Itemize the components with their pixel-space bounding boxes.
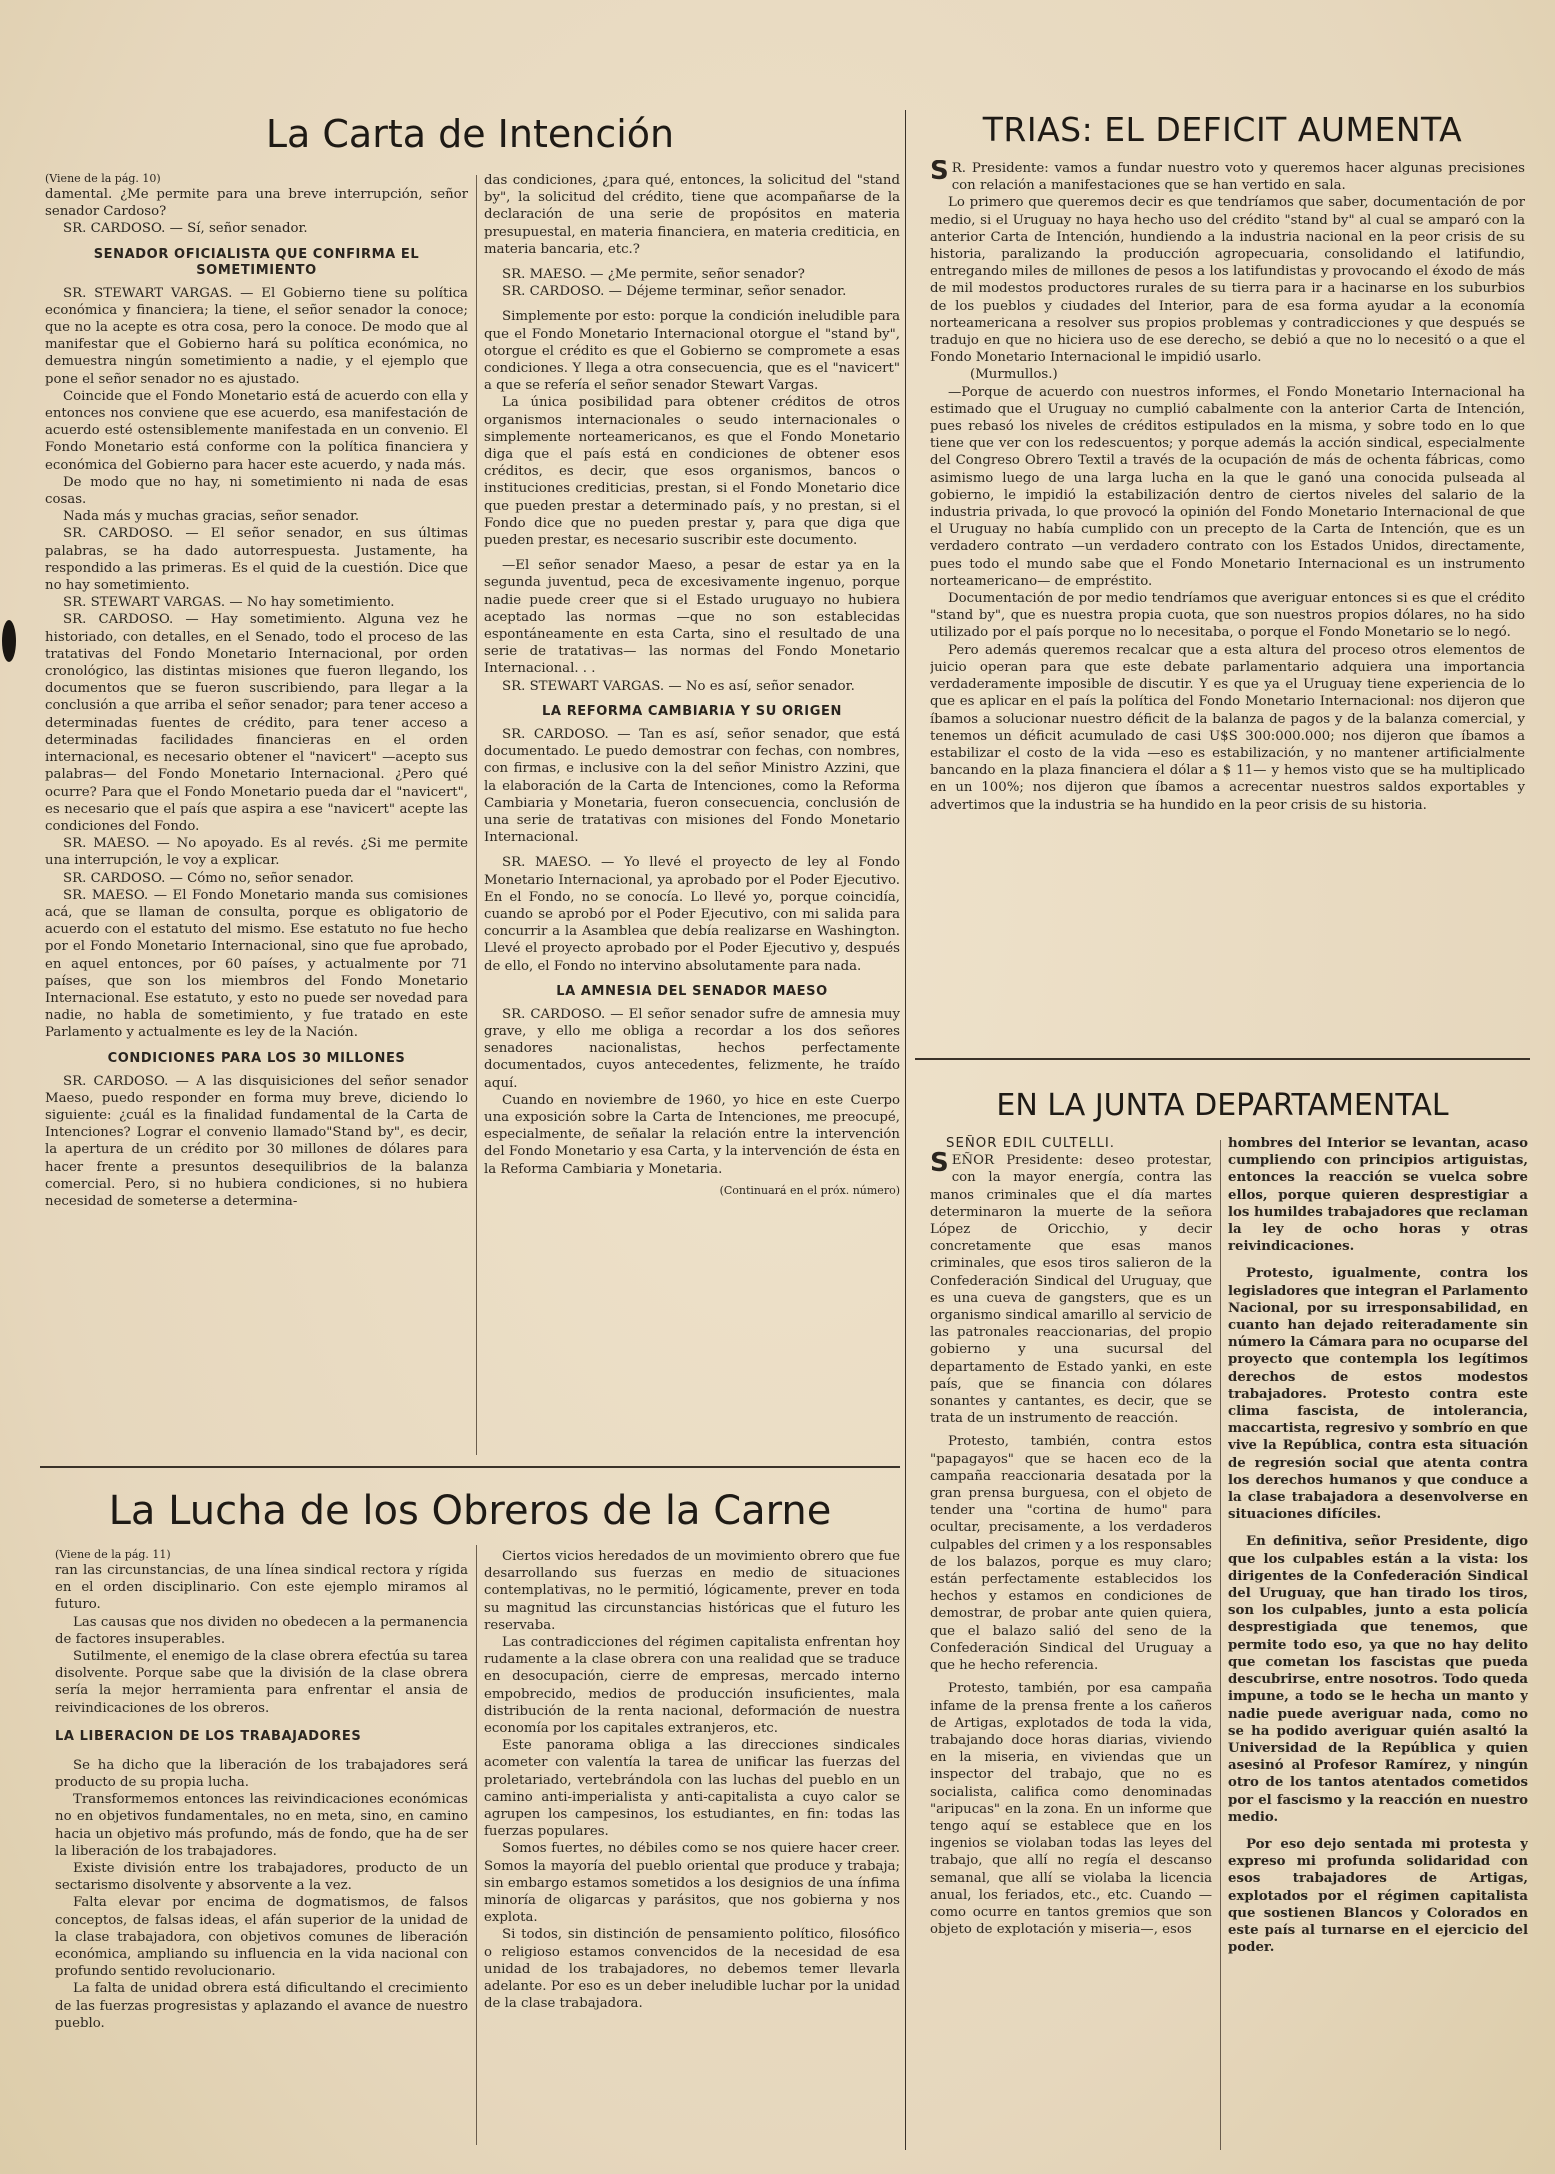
headline-junta-departamental: EN LA JUNTA DEPARTAMENTAL	[996, 1088, 1449, 1123]
paragraph: Ciertos vicios heredados de un movimiento obrero que fue desarrollando sus fuerzas en medio de situaciones contemplativas, no le permitió, lógicamente, prever en toda su magnitud las circunstancias históricas que el futuro les reservaba.	[484, 1549, 900, 1633]
paragraph: Lo primero que queremos decir es que tendríamos que saber, documentación de por medio, si el Uruguay no haya hecho uso del crédito "stand by" al cual se amparó con la anterior Carta de Intención, hundiendo a la industria nacional en la peor crisis de su historia, paralizando la producción agropecuaria, consolidando el latifundio, entregando miles de millones de pesos a los latifundistas y provocando el éxodo de más de mil modestos productores rurales de su tierra para ir a hacinarse en los suburbios de los pueblos y ciudades del Interior, para de esa forma ayudar a la economía norteamericana a resolver sus propios problemas y contradicciones y que después se tradujo en que no hiciera uso de ese derecho, se debió a que no lo necesitó o a que el Fondo Monetario Internacional le impidió usarlo.	[930, 195, 1525, 366]
paragraph: La falta de unidad obrera está dificultando el crecimiento de las fuerzas progresistas y aplazando el avance de nuestro pueblo.	[55, 1981, 468, 2031]
article-junta-column-1	[930, 1135, 1212, 2155]
paragraph: SR. CARDOSO. — Cómo no, señor senador.	[63, 870, 354, 886]
paragraph: —Porque de acuerdo con nuestros informes, el Fondo Monetario Internacional ha estimado que el Uruguay no cumplió cabalmente con la anterior Carta de Intención, pues rebasó los niveles de créditos estipulados en la misma, y sobre todo en lo que tiene que ver con los redescuentos; y porque además la acción sindical, especialmente del Congreso Obrero Textil a través de la ocupación de más de ochenta fábricas, como asimismo luego de una larga lucha en la que le ganó una conocida pulseada al gobierno, le impidió la estabilización dentro de ciertos niveles del salario de la industria privada, lo que provocó la opinión del Fondo Monetario Internacional de que el Uruguay no había cumplido con un precepto de la Carta de Intención, que es un verdadero contrato —un verdadero contrato con los Estados Unidos, directamente, pues todo el mundo sabe que el Fondo Monetario Internacional es un instrumento norteamericano— de empréstito.	[930, 384, 1525, 589]
article-carta-column-1	[45, 172, 468, 1462]
paragraph: En definitiva, señor Presidente, digo que los culpables están a la vista: los dirigentes de la Confederación Sindical del Uruguay, que han tirado los tiros, son los culpables, junto a esta policía desprestigiada que tenemos, que permite todo eso, ya que no hay delito que cometan los fascistas que pueda descubrirse, entre nosotros. Todo queda impune, a todo se le hecha un manto y nadie puede averiguar nada, como no se ha podido averiguar quién asaltó la Universidad de la República y quien asesinó al Profesor Ramírez, y ningún otro de los tantos atentados cometidos por el fascismo y la reacción en nuestro medio.	[1228, 1534, 1528, 1825]
paragraph: Las causas que nos dividen no obedecen a la permanencia de factores insuperables.	[55, 1614, 468, 1647]
paragraph: Protesto, también, contra estos "papagayos" que se hacen eco de la campaña reaccionaria desatada por la gran prensa burguesa, con el objeto de tender una "cortina de humo" para ocultar, precisamente, a los verdaderos culpables del crimen y a los responsables de los balazos, porque es muy claro; están perfectamente establecidos los hechos y estamos en condiciones de demostrar, de probar ante quien quiera, que el balazo salió del seno de la Confederación Sindical del Uruguay a que he hecho referencia.	[930, 1434, 1212, 1674]
paragraph: Documentación de por medio tendríamos que averiguar entonces si es que el crédito "stand by", que es nuestra propia cuota, que son nuestros propios dólares, no ha sido utilizado por el país porque no lo necesitaba, o porque el Fondo Monetario se lo negó.	[930, 591, 1525, 641]
paragraph: Transformemos entonces las reivindicaciones económicas no en objetivos fundamentales, no en meta, sino, en camino hacia un objetivo más profundo, más de fondo, que ha de ser la liberación de los trabajadores.	[55, 1792, 468, 1859]
subheading: LA AMNESIA DEL SENADOR MAESO	[556, 983, 828, 999]
paragraph: das condiciones, ¿para qué, entonces, la solicitud del "stand by", la solicitud del crédito, tiene que acompañarse de la declaración de una serie de propósitos en materia presupuestal, en materia financiera, en materia crediticia, en materia bancaria, etc.?	[484, 173, 900, 257]
junta-column-rule	[1220, 1140, 1221, 2150]
paragraph: —El señor senador Maeso, a pesar de estar ya en la segunda juventud, peca de excesivamente ingenuo, porque nadie puede creer que si el Estado uruguayo no hubiera aceptado las normas —que no son establecidas espontáneamente en esta Carta, sino el resultado de una serie de tratativas— las normas del Fondo Monetario Internacional. . .	[484, 558, 900, 677]
paragraph: Nada más y muchas gracias, señor senador.	[63, 509, 360, 525]
subheading: SENADOR OFICIALISTA QUE CONFIRMA EL SOMETIMIENTO	[93, 246, 420, 278]
carta-column-rule	[476, 175, 477, 1455]
drop-cap: S	[930, 160, 949, 186]
article-carta-column-2	[484, 172, 900, 1462]
speaker-heading: SEÑOR EDIL CULTELLI.	[946, 1136, 1115, 1151]
lucha-column-rule	[476, 1545, 477, 2145]
paragraph: Existe división entre los trabajadores, producto de un sectarismo disolvente y absorvente a la vez.	[55, 1861, 468, 1894]
paragraph: La única posibilidad para obtener créditos de otros organismos internacionales o seudo internacionales o simplemente norteamericanos, es que el Fondo Monetario diga que el país está en condiciones de obtener esos créditos, es decir, que esos organismos, bancos o instituciones crediticias, prestan, si el Fondo Monetario dice que pueden prestar a determinado país, y no prestan, si el Fondo dice que no pueden prestar y, para que diga que pueden prestar, es necesario suscribir este documento.	[484, 395, 900, 549]
paragraph: SR. CARDOSO. — Tan es así, señor senador, que está documentado. Le puedo demostrar con fechas, con nombres, con firmas, e inclusive con la del señor Ministro Azzini, que la elaboración de la Carta de Intenciones, como la Reforma Cambiaria y Monetaria, fueron consecuencia, conclusión de una serie de tratativas con misiones del Fondo Monetario Internacional.	[484, 726, 900, 846]
paragraph: ran las circunstancias, de una línea sindical rectora y rígida en el orden disciplinario. Con este ejemplo miramos al futuro.	[55, 1563, 468, 1613]
jump-note: (Viene de la pág. 10)	[45, 172, 161, 185]
paragraph: (Murmullos.)	[970, 367, 1058, 383]
paragraph: SR. STEWART VARGAS. — No es así, señor senador.	[502, 678, 855, 694]
paragraph: Somos fuertes, no débiles como se nos quiere hacer creer. Somos la mayoría del pueblo oriental que produce y trabaja; sin embargo estamos sometidos a los designios de una ínfima minoría de oligarcas y parásitos, que nos gobierna y nos explota.	[484, 1841, 900, 1926]
paragraph-text: EÑOR Presidente: deseo protestar, con la mayor energía, contra las manos criminales que el día martes determinaron la muerte de la señora López de Oricchio, y decir concretamente que esas manos criminales, que esos tiros salieron de la Confederación Sindical del Uruguay, que es una cueva de gangsters, que es un organismo sindical amarillo al servicio de las patronales reaccionarias, del propio gobierno y una sucursal del departamento de Estado yanki, en este país, que se financia con dólares sonantes y cantantes, es decir, que se trata de un instrumento de reacción.	[930, 1153, 1212, 1427]
center-column-rule	[905, 110, 906, 2150]
paragraph: De modo que no hay, ni sometimiento ni nada de esas cosas.	[45, 474, 468, 508]
headline-lucha-obreros: La Lucha de los Obreros de la Carne	[108, 1488, 832, 1534]
paragraph: Pero además queremos recalcar que a esta altura del proceso otros elementos de juicio operan para que este debate parlamentario adquiera una importancia verdaderamente imposible de discutir. Y es que ya el Uruguay tiene experiencia de lo que es aplicar en el país la política del Fondo Monetario Internacional: nos dijeron que íbamos a solucionar nuestro déficit de la balanza de pagos y de la balanza comercial, y tenemos un déficit acumulado de casi U$S 300:000.000; nos dijeron que íbamos a estabilizar el costo de la vida —eso es estabilización, y no mantener artificialmente bancando en la plaza financiera el dólar a $ 11— y hemos visto que se ha multiplicado en un 100%; nos dijeron que íbamos a acrecentar nuestros saldos exportables y advertimos que la industria se ha hundido en la peor crisis de su historia.	[930, 642, 1525, 813]
subheading: LA LIBERACION DE LOS TRABAJADORES	[55, 1728, 362, 1744]
paragraph: Las contradicciones del régimen capitalista enfrentan hoy rudamente a la clase obrera con una realidad que se traduce en desocupación, cierre de empresas, mercado interno empobrecido, medios de producción insuficientes, mala distribución de la renta nacional, deformación de nuestra economía por los capitales extranjeros, etc.	[484, 1635, 900, 1737]
paragraph: SR. CARDOSO. — Sí, señor senador.	[63, 221, 308, 237]
ink-stain	[2, 620, 16, 662]
article-lucha-column-2	[484, 1548, 900, 2148]
paragraph: Protesto, igualmente, contra los legisladores que integran el Parlamento Nacional, por su irresponsabilidad, en cuanto han dejado reiteradamente sin número la Cámara para no ocuparse del proyecto que contempla los legítimos derechos de estos modestos trabajadores. Protesto contra este clima fascista, de intolerancia, maccartista, regresivo y sombrío en que vive la República, contra esta situación de regresión social que atenta contra los derechos humanos y que conduce a la clase trabajadora a desenvolverse en situaciones difíciles.	[1228, 1266, 1528, 1523]
paragraph: SR. MAESO. — ¿Me permite, señor senador?	[502, 267, 805, 283]
paragraph: Si todos, sin distinción de pensamiento político, filosófico o religioso estamos convencidos de la necesidad de esa unidad de los trabajadores, no debemos temer llevarla adelante. Por eso es un deber ineludible luchar por la unidad de la clase trabajadora.	[484, 1927, 900, 2012]
paragraph-text: R. Presidente: vamos a fundar nuestro voto y queremos hacer algunas precisiones con relación a manifestaciones que se han vertido en sala.	[951, 161, 1525, 194]
rule-trias-bottom	[915, 1058, 1530, 1060]
article-lucha-column-1	[55, 1548, 468, 2148]
drop-cap: S	[930, 1148, 949, 1179]
article-junta-column-2	[1228, 1135, 1528, 2155]
continuation-note: (Continuará en el próx. número)	[719, 1183, 900, 1197]
paragraph: SR. CARDOSO. — Hay sometimiento. Alguna vez he historiado, con detalles, en el Senado, todo el proceso de las tratativas del Fondo Monetario Internacional, por orden cronológico, las distintas misiones que fueron llegando, los documentos que se fueron suscribiendo, para llegar a la conclusión a que arriba el señor senador; para tener acceso a determinadas fuentes de crédito, para tener acceso a determinadas facilidades financieras en el orden internacional, es necesario obtener el "navicert" —acepto sus palabras— del Fondo Monetario Internacional. ¿Pero qué ocurre? Para que el Fondo Monetario pueda dar el "navicert", es necesario que el país que aspira a ese "navicert" acepte las condiciones del Fondo.	[45, 612, 468, 834]
paragraph: Sutilmente, el enemigo de la clase obrera efectúa su tarea disolvente. Porque sabe que la división de la clase obrera sería la mejor herramienta para enfrentar el ansia de reivindicaciones de los obreros.	[55, 1649, 468, 1716]
paragraph: SR. MAESO. — No apoyado. Es al revés. ¿Si me permite una interrupción, le voy a explicar.	[45, 836, 468, 869]
paragraph: SR. CARDOSO. — A las disquisiciones del señor senador Maeso, puedo responder en forma muy breve, diciendo lo siguiente: ¿cuál es la finalidad fundamental de la Carta de Intenciones? Lograr el convenio llamado"Stand by", es decir, la apertura de un crédito por 30 millones de dólares para hacer frente a presuntos desequilibrios de la balanza comercial. Pero, si no hubiera condiciones, si no hubiera necesidad de someterse a determina-	[45, 1073, 468, 1209]
article-trias	[930, 160, 1525, 1045]
paragraph: Por eso dejo sentada mi protesta y expreso mi profunda solidaridad con esos trabajadores de Artigas, explotados por el régimen capitalista que sostienen Blancos y Colorados en este país al turnarse en el ejercicio del poder.	[1228, 1836, 1528, 1956]
paragraph: SR. STEWART VARGAS. — El Gobierno tiene su política económica y financiera; la tiene, el señor senador la conoce; que no la acepte es otra cosa, pero la conoce. De modo que al manifestar que el Gobierno hará su política económica, no demuestra ningún sometimiento a nadie, y el ejemplo que pone el señor senador no es ajustado.	[45, 285, 468, 387]
headline-trias-deficit: TRIAS: EL DEFICIT AUMENTA	[982, 110, 1463, 149]
paragraph	[930, 1148, 1212, 1427]
paragraph: SR. MAESO. — Yo llevé el proyecto de ley al Fondo Monetario Internacional, ya aprobado por el Poder Ejecutivo. En el Fondo, no se conocía. Lo llevé yo, porque coincidía, cuando se aprobó por el Poder Ejecutivo, con mi salida para concurrir a la Asamblea que debía realizarse en Washington. Llevé el proyecto aprobado por el Poder Ejecutivo y, después de ello, el Fondo no intervino absolutamente para nada.	[484, 855, 900, 974]
paragraph: Falta elevar por encima de dogmatismos, de falsos conceptos, de falsas ideas, el afán superior de la unidad de la clase trabajadora, con objetivos comunes de liberación económica, ampliando su influencia en la vida nacional con profundo sentido revolucionario.	[55, 1895, 468, 1980]
paragraph: SR. CARDOSO. — El señor senador sufre de amnesia muy grave, y ello me obliga a recordar a los dos señores senadores nacionalistas, hechos perfectamente documentados, cuyos antecedentes, felizmente, he traído aquí.	[484, 1006, 900, 1091]
headline-carta-intencion: La Carta de Intención	[265, 112, 675, 156]
subheading: CONDICIONES PARA LOS 30 MILLONES	[107, 1050, 406, 1066]
paragraph: Protesto, también, por esa campaña infame de la prensa frente a los cañeros de Artigas, explotados de toda la vida, trabajando doce horas diarias, viviendo en la miseria, en viviendas que un inspector del trabajo, que no es socialista, califica como denominadas "aripucas" en la zona. En un informe que tengo aquí se establece que en los ingenios se violaban todas las leyes del trabajo, que allí no regía el descanso semanal, que allí se violaba la licencia anual, los feriados, etc., etc. Cuando —como ocurre en tantos gremios que son objeto de explotación y miseria—, esos	[930, 1681, 1212, 1938]
paragraph: SR. CARDOSO. — Déjeme terminar, señor senador.	[502, 284, 847, 300]
paragraph: damental. ¿Me permite para una breve interrupción, señor senador Cardoso?	[45, 187, 468, 220]
paragraph: SR. CARDOSO. — El señor senador, en sus últimas palabras, se ha dado autorrespuesta. Justamente, ha respondido a las primeras. Es el quid de la cuestión. Dice que no hay sometimiento.	[45, 526, 468, 594]
paragraph: SR. MAESO. — El Fondo Monetario manda sus comisiones acá, que se llaman de consulta, porque es obligatorio de acuerdo con el estatuto del mismo. Ese estatuto no fue hecho por el Fondo Monetario Internacional, sino que fue aprobado, en aquel entonces, por 60 países, y actualmente por 71 países, que son los miembros del Fondo Monetario Internacional. Ese estatuto, y esto no puede ser novedad para nadie, no habla de sometimiento, y fue tratado en este Parlamento y actualmente es ley de la Nación.	[45, 887, 468, 1041]
paragraph: Se ha dicho que la liberación de los trabajadores será producto de su propia lucha.	[55, 1757, 468, 1791]
paragraph	[930, 160, 1525, 194]
paragraph: Este panorama obliga a las direcciones sindicales acometer con valentía la tarea de unificar las fuerzas del proletariado, vertebrándola con las luchas del pueblo en un camino anti-imperialista y anti-capitalista a cuyo calor se agrupen los campesinos, los estudiantes, en fin: todas las fuerzas populares.	[484, 1738, 900, 1840]
subheading: LA REFORMA CAMBIARIA Y SU ORIGEN	[542, 703, 842, 719]
paragraph: Simplemente por esto: porque la condición ineludible para que el Fondo Monetario Internacional otorgue el "stand by", otorgue el crédito es que el Gobierno se compromete a esas condiciones. Y llega a otra consecuencia, que es el "navicert" a que se refería el señor senador Stewart Vargas.	[484, 309, 900, 394]
paragraph: Coincide que el Fondo Monetario está de acuerdo con ella y entonces nos conviene que ese acuerdo, esa manifestación de acuerdo esté ostensiblemente manifestada en un convenio. El Fondo Monetario está conforme con la política financiera y económica del Gobierno para hacer este acuerdo, y nada más.	[45, 388, 468, 473]
paragraph: SR. STEWART VARGAS. — No hay sometimiento.	[63, 595, 395, 611]
paragraph: Cuando en noviembre de 1960, yo hice en este Cuerpo una exposición sobre la Carta de Intenciones, me preocupé, especialmente, de señalar la relación entre la intervención del Fondo Monetario y esa Carta, y la intervención de ésta en la Reforma Cambiaria y Monetaria.	[484, 1092, 900, 1177]
paragraph: hombres del Interior se levantan, acaso cumpliendo con principios artiguistas, entonces la reacción se vuelca sobre ellos, porque quieren desprestigiar a los humildes trabajadores que reclaman la ley de ocho horas y otras reivindicaciones.	[1228, 1136, 1528, 1255]
rule-carta-bottom	[40, 1466, 900, 1468]
jump-note: (Viene de la pág. 11)	[55, 1548, 171, 1561]
